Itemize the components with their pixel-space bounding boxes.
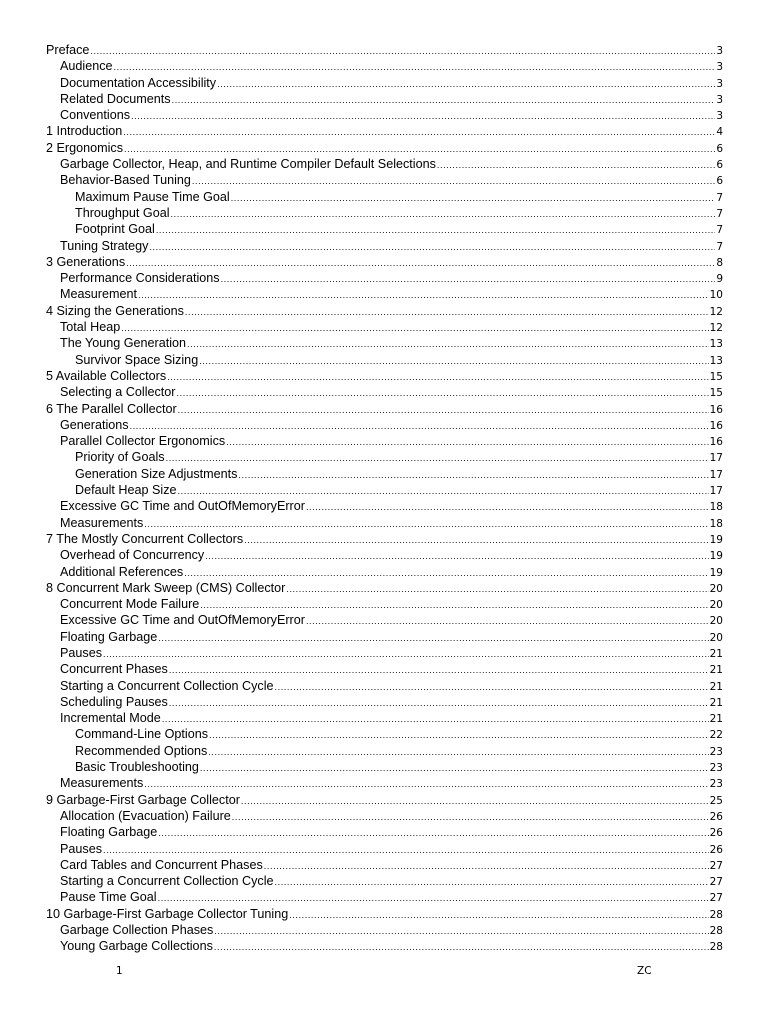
toc-entry-page: 12 xyxy=(709,305,723,318)
toc-entry-title: 1 Introduction xyxy=(46,124,123,139)
toc-entry[interactable] xyxy=(46,254,723,270)
dot-leader xyxy=(131,108,715,123)
toc-entry-title: Additional References xyxy=(60,564,184,579)
toc-entry-page: 9 xyxy=(716,273,723,286)
dot-leader xyxy=(205,548,708,563)
toc-entry-page: 3 xyxy=(716,93,723,106)
dot-leader xyxy=(144,516,708,531)
toc-entry-page: 28 xyxy=(709,908,723,921)
toc-entry-title: Concurrent Mode Failure xyxy=(60,597,200,612)
toc-entry[interactable] xyxy=(46,42,723,58)
dot-leader xyxy=(114,59,716,74)
toc-entry-title: Documentation Accessibility xyxy=(60,75,217,90)
dot-leader xyxy=(144,776,708,791)
toc-entry-title: Allocation (Evacuation) Failure xyxy=(60,808,231,823)
toc-entry-title: Pauses xyxy=(60,645,103,660)
toc-entry[interactable] xyxy=(46,498,723,514)
toc-entry-title: Related Documents xyxy=(60,91,171,106)
toc-entry-page: 27 xyxy=(709,859,723,872)
dot-leader xyxy=(241,793,709,808)
toc-entry[interactable] xyxy=(46,189,723,205)
toc-entry-title: Excessive GC Time and OutOfMemoryError xyxy=(60,613,305,628)
toc-entry[interactable] xyxy=(46,140,723,156)
dot-leader xyxy=(238,467,708,482)
toc-entry-page: 20 xyxy=(709,582,723,595)
toc-entry-title: Measurements xyxy=(60,515,144,530)
toc-entry[interactable] xyxy=(46,547,723,563)
toc-entry-title: 8 Concurrent Mark Sweep (CMS) Collector xyxy=(46,580,286,595)
toc-entry-title: Scheduling Pauses xyxy=(60,694,168,709)
toc-entry-title: The Young Generation xyxy=(60,336,187,351)
toc-entry-title: Young Garbage Collections xyxy=(60,939,213,954)
toc-entry[interactable] xyxy=(46,580,723,596)
toc-entry-title: Concurrent Phases xyxy=(60,662,168,677)
toc-entry-page: 27 xyxy=(709,876,723,889)
toc-entry-page: 13 xyxy=(709,338,723,351)
dot-leader xyxy=(171,206,716,221)
toc-entry[interactable] xyxy=(46,401,723,417)
toc-entry[interactable] xyxy=(46,612,723,628)
toc-entry-page: 4 xyxy=(716,126,723,139)
toc-entry-title: Generations xyxy=(60,417,129,432)
dot-leader xyxy=(184,565,708,580)
toc-entry[interactable] xyxy=(46,661,723,677)
toc-entry-title: Selecting a Collector xyxy=(60,385,176,400)
toc-entry-title: Incremental Mode xyxy=(60,711,161,726)
toc-entry-title: Survivor Space Sizing xyxy=(75,352,199,367)
toc-entry-title: 10 Garbage-First Garbage Collector Tuning xyxy=(46,906,289,921)
toc-entry-title: 7 The Mostly Concurrent Collectors xyxy=(46,531,244,546)
dot-leader xyxy=(158,890,709,905)
toc-entry[interactable] xyxy=(46,678,723,694)
toc-entry-page: 26 xyxy=(709,810,723,823)
toc-entry-title: Performance Considerations xyxy=(60,271,220,286)
toc-entry-page: 3 xyxy=(716,61,723,74)
dot-leader xyxy=(209,727,709,742)
dot-leader xyxy=(226,434,708,449)
toc-entry-title: Maximum Pause Time Goal xyxy=(75,189,230,204)
dot-leader xyxy=(437,157,715,172)
toc-entry-page: 3 xyxy=(716,110,723,123)
toc-entry[interactable] xyxy=(46,303,723,319)
toc-entry-title: Garbage Collection Phases xyxy=(60,923,214,938)
toc-entry[interactable] xyxy=(46,596,723,612)
dot-leader xyxy=(289,907,708,922)
toc-entry[interactable] xyxy=(46,433,723,449)
toc-entry[interactable] xyxy=(46,466,723,482)
toc-entry-page: 19 xyxy=(709,533,723,546)
dot-leader xyxy=(169,695,709,710)
dot-leader xyxy=(169,662,709,677)
toc-entry-page: 7 xyxy=(716,240,723,253)
toc-entry-page: 21 xyxy=(709,713,723,726)
dot-leader xyxy=(126,255,715,270)
toc-entry-page: 18 xyxy=(709,501,723,514)
dot-leader xyxy=(221,271,716,286)
toc-entry-page: 27 xyxy=(709,892,723,905)
toc-entry-title: Card Tables and Concurrent Phases xyxy=(60,857,263,872)
toc-entry-page: 16 xyxy=(709,403,723,416)
toc-entry[interactable] xyxy=(46,449,723,465)
toc-entry-page: 15 xyxy=(709,387,723,400)
dot-leader xyxy=(158,630,708,645)
dot-leader xyxy=(232,809,709,824)
toc-entry[interactable] xyxy=(46,694,723,710)
dot-leader xyxy=(130,418,709,433)
toc-entry-page: 13 xyxy=(709,354,723,367)
toc-entry-title: Floating Garbage xyxy=(60,825,158,840)
toc-entry-page: 23 xyxy=(709,762,723,775)
toc-entry-title: Throughput Goal xyxy=(75,205,170,220)
toc-entry-page: 22 xyxy=(709,729,723,742)
dot-leader xyxy=(306,613,709,628)
toc-entry-page: 17 xyxy=(709,485,723,498)
toc-entry[interactable] xyxy=(46,564,723,580)
toc-entry[interactable] xyxy=(46,775,723,791)
toc-entry-title: Total Heap xyxy=(60,320,121,335)
toc-entry[interactable] xyxy=(46,270,723,286)
dot-leader xyxy=(167,369,708,384)
dot-leader xyxy=(208,744,708,759)
dot-leader xyxy=(156,222,716,237)
toc-entry-title: Priority of Goals xyxy=(75,450,165,465)
dot-leader xyxy=(103,842,709,857)
dot-leader xyxy=(214,923,708,938)
toc-entry[interactable] xyxy=(46,889,723,905)
dot-leader xyxy=(231,190,716,205)
toc-entry-title: 5 Available Collectors xyxy=(46,368,167,383)
toc-entry-page: 26 xyxy=(709,827,723,840)
dot-leader xyxy=(103,646,709,661)
toc-entry[interactable] xyxy=(46,531,723,547)
table-of-contents xyxy=(46,42,723,955)
toc-entry-page: 21 xyxy=(709,647,723,660)
toc-entry[interactable] xyxy=(46,743,723,759)
dot-leader xyxy=(162,711,709,726)
toc-entry-title: Tuning Strategy xyxy=(60,238,149,253)
toc-entry[interactable] xyxy=(46,368,723,384)
toc-entry-title: Behavior-Based Tuning xyxy=(60,173,191,188)
toc-entry-title: 2 Ergonomics xyxy=(46,140,123,155)
toc-entry[interactable] xyxy=(46,352,723,368)
toc-entry[interactable] xyxy=(46,515,723,531)
toc-entry[interactable] xyxy=(46,238,723,254)
toc-entry-page: 20 xyxy=(709,599,723,612)
toc-entry[interactable] xyxy=(46,123,723,139)
toc-entry[interactable] xyxy=(46,824,723,840)
toc-entry-page: 7 xyxy=(716,191,723,204)
toc-entry-page: 7 xyxy=(716,224,723,237)
toc-entry[interactable] xyxy=(46,107,723,123)
toc-entry-page: 15 xyxy=(709,370,723,383)
dot-leader xyxy=(286,581,708,596)
dot-leader xyxy=(149,239,715,254)
toc-entry-page: 19 xyxy=(709,566,723,579)
toc-entry-title: Measurement xyxy=(60,287,137,302)
toc-entry-title: 9 Garbage-First Garbage Collector xyxy=(46,792,240,807)
toc-entry[interactable] xyxy=(46,75,723,91)
toc-entry-title: 6 The Parallel Collector xyxy=(46,401,177,416)
toc-entry-page: 20 xyxy=(709,615,723,628)
dot-leader xyxy=(244,532,708,547)
toc-entry[interactable] xyxy=(46,906,723,922)
dot-leader xyxy=(200,760,709,775)
toc-entry-page: 18 xyxy=(709,517,723,530)
toc-entry[interactable] xyxy=(46,286,723,302)
toc-entry-page: 3 xyxy=(716,45,723,57)
toc-entry[interactable] xyxy=(46,873,723,889)
footer-initials: ZC xyxy=(637,965,652,977)
toc-entry-title: Preface xyxy=(46,43,90,57)
dot-leader xyxy=(178,483,709,498)
toc-entry-title: Audience xyxy=(60,59,113,74)
toc-entry-page: 8 xyxy=(716,256,723,269)
dot-leader xyxy=(275,874,709,889)
dot-leader xyxy=(306,499,709,514)
dot-leader xyxy=(187,336,709,351)
toc-entry-page: 6 xyxy=(716,175,723,188)
dot-leader xyxy=(185,304,709,319)
toc-entry-page: 21 xyxy=(709,696,723,709)
toc-entry[interactable] xyxy=(46,91,723,107)
toc-entry-title: Measurements xyxy=(60,776,144,791)
dot-leader xyxy=(123,124,715,139)
toc-entry-page: 6 xyxy=(716,142,723,155)
toc-entry-page: 21 xyxy=(709,680,723,693)
toc-entry[interactable] xyxy=(46,172,723,188)
toc-entry[interactable] xyxy=(46,384,723,400)
toc-entry[interactable] xyxy=(46,482,723,498)
toc-entry[interactable] xyxy=(46,726,723,742)
footer-page-number: 1 xyxy=(116,965,123,977)
toc-entry-page: 10 xyxy=(709,289,723,302)
toc-entry-page: 17 xyxy=(709,452,723,465)
toc-entry[interactable] xyxy=(46,710,723,726)
toc-entry-title: Basic Troubleshooting xyxy=(75,760,199,775)
dot-leader xyxy=(90,43,715,58)
toc-entry[interactable] xyxy=(46,629,723,645)
toc-entry-page: 26 xyxy=(709,843,723,856)
toc-entry-page: 21 xyxy=(709,664,723,677)
toc-entry[interactable] xyxy=(46,221,723,237)
dot-leader xyxy=(124,141,715,156)
toc-entry[interactable] xyxy=(46,417,723,433)
toc-entry-page: 17 xyxy=(709,468,723,481)
dot-leader xyxy=(138,287,709,302)
toc-entry-title: 4 Sizing the Generations xyxy=(46,303,184,318)
toc-entry-page: 23 xyxy=(709,778,723,791)
toc-entry-title: Generation Size Adjustments xyxy=(75,466,238,481)
toc-entry-page: 23 xyxy=(709,745,723,758)
toc-entry-page: 19 xyxy=(709,550,723,563)
toc-entry-page: 20 xyxy=(709,631,723,644)
dot-leader xyxy=(192,173,715,188)
toc-entry-title: Parallel Collector Ergonomics xyxy=(60,434,226,449)
toc-entry[interactable] xyxy=(46,808,723,824)
toc-entry[interactable] xyxy=(46,938,723,954)
toc-entry-title: Conventions xyxy=(60,108,131,123)
dot-leader xyxy=(217,76,715,91)
dot-leader xyxy=(199,353,708,368)
toc-entry-title: Command-Line Options xyxy=(75,727,208,742)
toc-entry[interactable] xyxy=(46,922,723,938)
dot-leader xyxy=(158,825,708,840)
toc-entry-page: 28 xyxy=(709,925,723,938)
dot-leader xyxy=(121,320,708,335)
dot-leader xyxy=(214,939,709,954)
toc-entry[interactable] xyxy=(46,759,723,775)
toc-entry[interactable] xyxy=(46,58,723,74)
toc-entry-page: 25 xyxy=(709,794,723,807)
toc-entry-title: Pause Time Goal xyxy=(60,890,157,905)
toc-entry[interactable] xyxy=(46,335,723,351)
toc-entry-title: Pauses xyxy=(60,841,103,856)
toc-entry-title: Floating Garbage xyxy=(60,629,158,644)
toc-entry-title: Starting a Concurrent Collection Cycle xyxy=(60,874,274,889)
dot-leader xyxy=(178,402,709,417)
toc-entry-page: 3 xyxy=(716,77,723,90)
toc-entry-title: Recommended Options xyxy=(75,743,208,758)
dot-leader xyxy=(200,597,708,612)
toc-entry-title: Footprint Goal xyxy=(75,222,155,237)
dot-leader xyxy=(275,679,709,694)
toc-entry-page: 6 xyxy=(716,159,723,172)
toc-entry-title: Garbage Collector, Heap, and Runtime Compiler Default Selections xyxy=(60,157,436,172)
toc-entry[interactable] xyxy=(46,156,723,172)
toc-entry-page: 12 xyxy=(709,322,723,335)
toc-entry[interactable] xyxy=(46,319,723,335)
dot-leader xyxy=(172,92,716,107)
toc-entry[interactable] xyxy=(46,857,723,873)
toc-entry-page: 28 xyxy=(709,941,723,954)
toc-entry-title: 3 Generations xyxy=(46,254,126,269)
toc-entry-title: Overhead of Concurrency xyxy=(60,548,205,563)
toc-entry-page: 16 xyxy=(709,419,723,432)
dot-leader xyxy=(166,450,709,465)
toc-entry-page: 7 xyxy=(716,207,723,220)
toc-entry[interactable] xyxy=(46,645,723,661)
toc-entry[interactable] xyxy=(46,205,723,221)
toc-entry-title: Default Heap Size xyxy=(75,483,177,498)
dot-leader xyxy=(177,385,709,400)
toc-entry-title: Excessive GC Time and OutOfMemoryError xyxy=(60,499,305,514)
dot-leader xyxy=(264,858,709,873)
toc-entry[interactable] xyxy=(46,841,723,857)
toc-entry[interactable] xyxy=(46,792,723,808)
toc-entry-title: Starting a Concurrent Collection Cycle xyxy=(60,678,274,693)
toc-entry-page: 16 xyxy=(709,436,723,449)
